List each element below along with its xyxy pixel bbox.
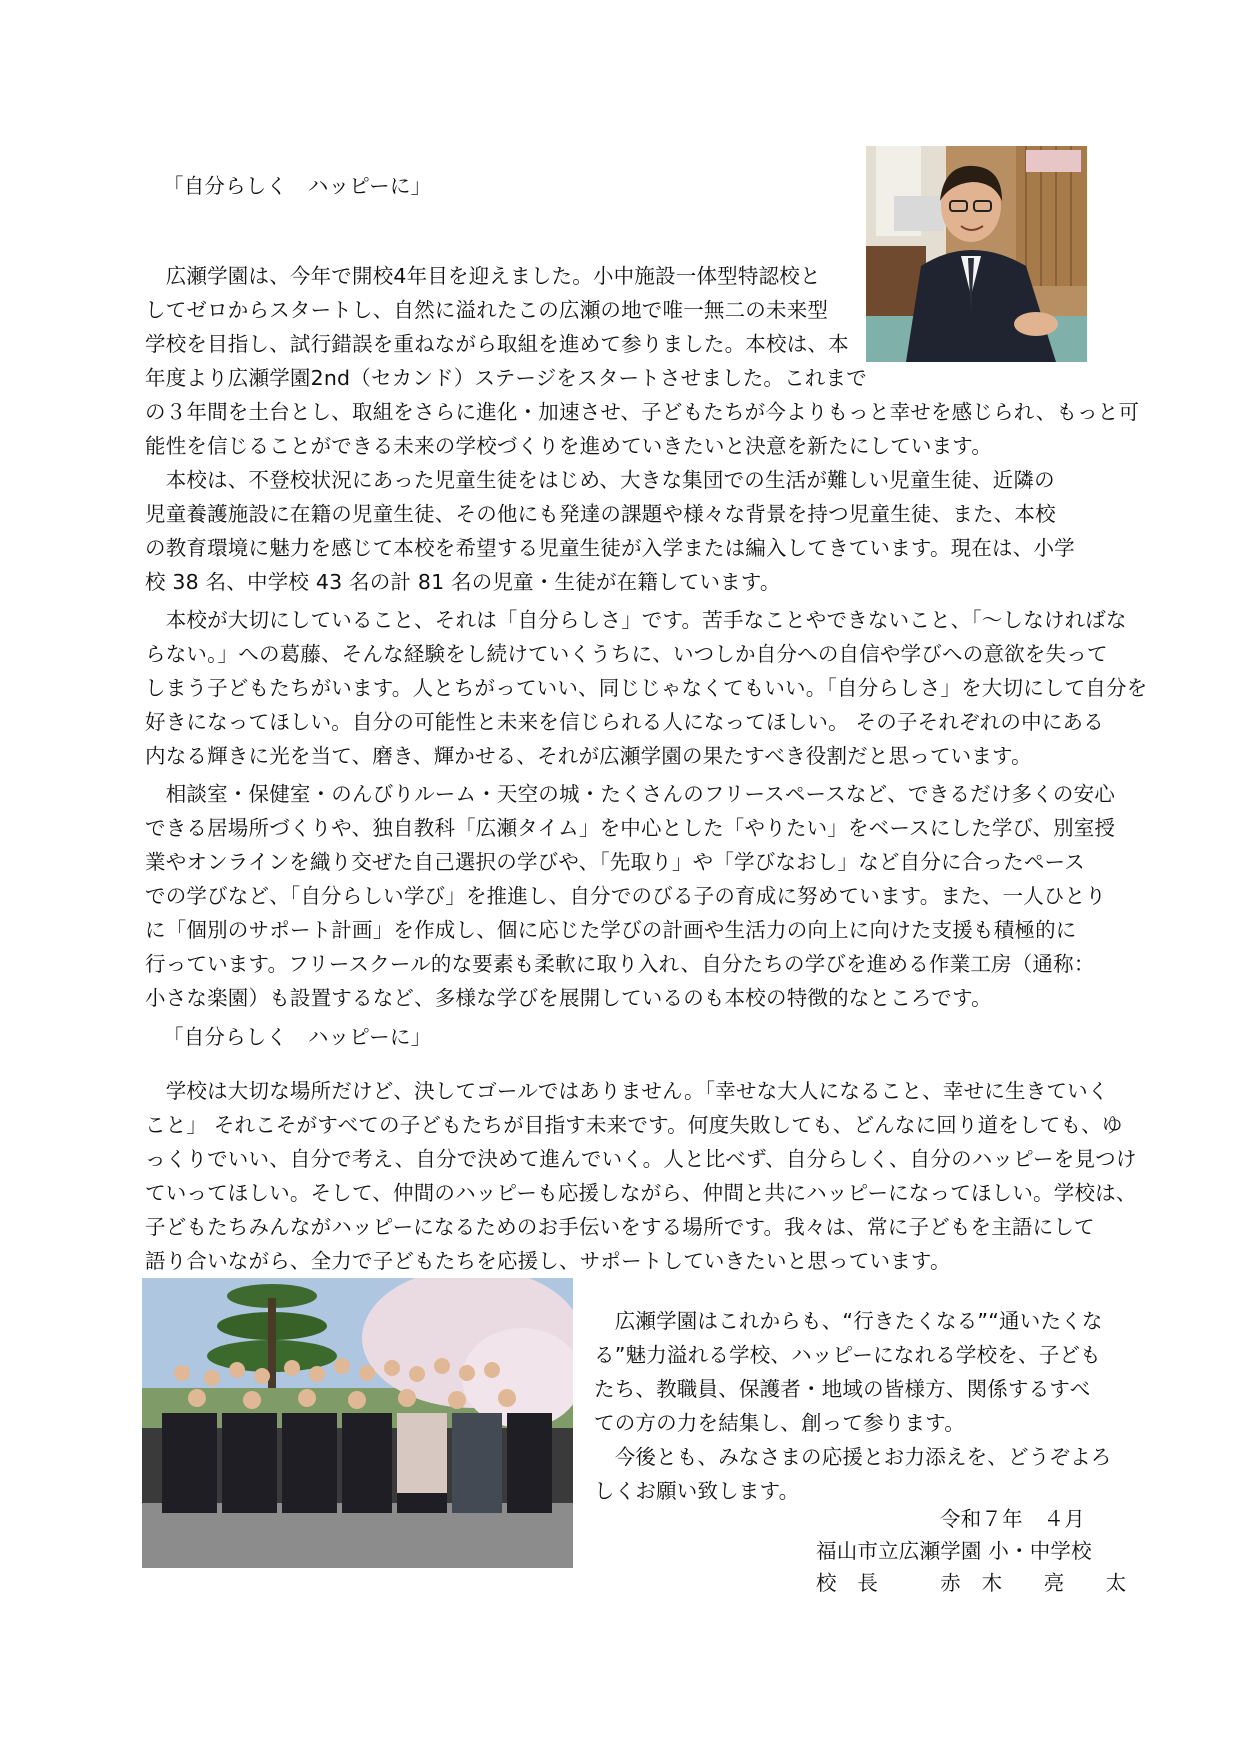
paragraph-line: 語り合いながら、全力で子どもたちを応援し、サポートしていきたいと思っています。: [145, 1249, 951, 1273]
staff-group-photo: [142, 1278, 573, 1568]
paragraph-line: 子どもたちみんながハッピーになるためのお手伝いをする場所です。我々は、常に子どもを主語にして: [145, 1215, 1095, 1239]
paragraph-line: できる居場所づくりや、独自教科「広瀬タイム」を中心とした「やりたい」をベースにした学び、別室授: [145, 816, 1116, 840]
intro-line: の３年間を土台とし、取組をさらに進化・加速させ、子どもたちが今よりもっと幸せを感じられ、もっと可: [145, 400, 1140, 424]
closing-line: 広瀬学園はこれからも、“行きたくなる”“通いたくな: [594, 1309, 1103, 1333]
closing-paragraph: [594, 1304, 1112, 1508]
paragraph-line: ていってほしい。そして、仲間のハッピーも応援しながら、仲間と共にハッピーになってほしい。学校は、: [145, 1181, 1137, 1205]
paragraph-line: 本校が大切にしていること、それは「自分らしさ」です。苦手なことやできないこと、「～しなければな: [145, 608, 1127, 632]
paragraph-line: の教育環境に魅力を感じて本校を希望する児童生徒が入学または編入してきています。現在は、小学: [145, 536, 1075, 560]
paragraph-line: 相談室・保健室・のんびりルーム・天空の城・たくさんのフリースペースなど、できるだけ多くの安心: [145, 782, 1116, 806]
heading-1: 「自分らしく ハッピーに」: [163, 174, 432, 198]
paragraph-line: 好きになってほしい。自分の可能性と未来を信じられる人になってほしい。 その子それぞれの中にある: [145, 710, 1104, 734]
paragraph-line: 児童養護施設に在籍の児童生徒、その他にも発達の課題や様々な背景を持つ児童生徒、また、本校: [145, 502, 1056, 526]
signature-school: 福山市立広瀬学園 小・中学校: [816, 1539, 1092, 1563]
paragraph-line: 校 38 名、中学校 43 名の計 81 名の児童・生徒が在籍しています。: [145, 570, 781, 594]
paragraph-line: 小さな楽園）も設置するなど、多様な学びを展開しているのも本校の特徴的なところです。: [145, 986, 992, 1010]
paragraph-5: [145, 1074, 1137, 1278]
intro-line: 年度より広瀬学園2nd（セカンド）ステージをスタートさせました。これまで: [145, 366, 867, 390]
paragraph-3: [145, 603, 1147, 773]
paragraph-line: 行っています。フリースクール的な要素も柔軟に取り入れ、自分たちの学びを進める作業工房（通称：: [145, 952, 1095, 976]
closing-line: ての方の力を結集し、創って参ります。: [594, 1411, 965, 1435]
paragraph-line: らない。」への葛藤、そんな経験をし続けていくうちに、いつしか自分への自信や学びへの意欲を失って: [145, 642, 1108, 666]
paragraph-line: っくりでいい、自分で考え、自分で決めて進んでいく。人と比べず、自分らしく、自分のハッピーを見つけ: [145, 1147, 1137, 1171]
intro-line: してゼロからスタートし、自然に溢れたこの広瀬の地で唯一無二の未来型: [145, 298, 829, 322]
paragraph-line: 業やオンラインを織り交ぜた自己選択の学びや、「先取り」や「学びなおし」など自分に合ったペース: [145, 850, 1085, 874]
paragraph-2: [145, 463, 1075, 599]
intro-line: 学校を目指し、試行錯誤を重ねながら取組を進めて参りました。本校は、本: [145, 332, 849, 356]
paragraph-4: [145, 777, 1115, 1015]
closing-line: しくお願い致します。: [594, 1479, 800, 1503]
paragraph-line: 学校は大切な場所だけど、決してゴールではありません。「幸せな大人になること、幸せに生きていく: [145, 1079, 1109, 1103]
intro-paragraph: [145, 259, 1139, 463]
paragraph-line: 本校は、不登校状況にあった児童生徒をはじめ、大きな集団での生活が難しい児童生徒、近隣の: [145, 468, 1055, 492]
paragraph-line: こと」 それこそがすべての子どもたちが目指す未来です。何度失敗しても、どんなに回り道をしても、ゆ: [145, 1113, 1123, 1137]
paragraph-line: に「個別のサポート計画」を作成し、個に応じた学びの計画や生活力の向上に向けた支援も積極的に: [145, 918, 1077, 942]
intro-line: 能性を信じることができる未来の学校づくりを進めていきたいと決意を新たにしています。: [145, 434, 993, 458]
closing-line: 今後とも、みなさまの応援とお力添えを、どうぞよろ: [594, 1445, 1112, 1469]
heading-2: 「自分らしく ハッピーに」: [163, 1025, 432, 1049]
paragraph-line: 内なる輝きに光を当て、磨き、輝かせる、それが広瀬学園の果たすべき役割だと思っています。: [145, 744, 1032, 768]
closing-line: る”魅力溢れる学校、ハッピーになれる学校を、子ども: [594, 1343, 1101, 1367]
paragraph-line: しまう子どもたちがいます。人とちがっていい、同じじゃなくてもいい。「自分らしさ」を大切にして自分を: [145, 676, 1148, 700]
intro-line: 広瀬学園は、今年で開校4年目を迎えました。小中施設一体型特認校と: [145, 264, 821, 288]
closing-line: たち、教職員、保護者・地域の皆様方、関係するすべ: [594, 1377, 1091, 1401]
signature-principal: 校 長 赤 木 亮 太: [816, 1571, 1127, 1595]
paragraph-line: での学びなど、「自分らしい学び」を推進し、自分でのびる子の育成に努めています。また、一人ひとり: [145, 884, 1107, 908]
signature-date: 令和７年 ４月: [940, 1507, 1085, 1531]
